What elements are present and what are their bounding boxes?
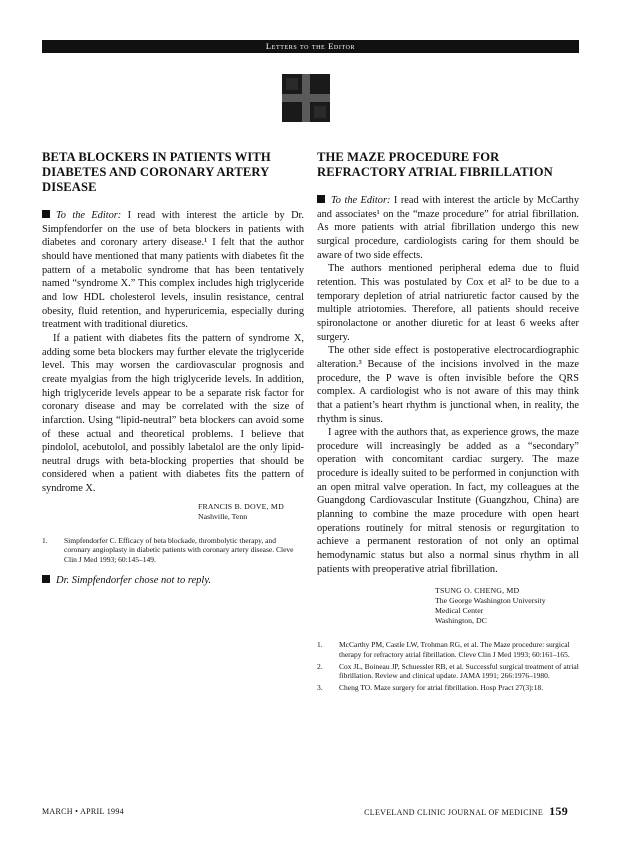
reference-text: Cox JL, Boineau JP, Schuessler RB, et al. Successful surgical treatment of atrial fibrillation. Review and clinical update. JAMA 1991; 266:1976–1980. — [339, 661, 579, 681]
footer-journal — [364, 804, 568, 819]
letter-lead: To the Editor: — [331, 195, 391, 206]
reference-list — [42, 536, 304, 565]
footer-issue-date: MARCH • APRIL 1994 — [42, 807, 124, 816]
signature — [435, 586, 579, 626]
letter-paragraph: The authors mentioned peripheral edema due to fluid retention. This was postulated by Cox et al² to be due to a temporary depletion of atrial natriuretic factor caused by the multiple atriotomies. Therefore, all patients should receive spironolactone or another diuretic for at least 6 weeks after surgery. — [317, 263, 579, 343]
reference-text: McCarthy PM, Castle LW, Trohman RG, et al. The Maze procedure: surgical therapy for refractory atrial fibrillation. Cleve Clin J Med 1993; 60:161–165. — [339, 640, 570, 659]
signature — [198, 502, 304, 522]
page-number: 159 — [549, 804, 568, 818]
section-banner: Letters to the Editor — [42, 40, 579, 53]
signature-name: FRANCIS B. DOVE, MD — [198, 501, 284, 511]
reference-item — [317, 683, 579, 693]
square-bullet-icon — [42, 575, 50, 583]
letter-paragraph: The other side effect is postoperative electrocardiographic alteration.³ Because of the incisions involved in the maze procedure, the P wave is often invisible before the QRS complex. A cardiologist who is not aware of this may think that a patient’s heart rhythm is junctional when, in reality, the rhythm is sinus. — [317, 345, 579, 425]
reference-text: Cheng TO. Maze surgery for atrial fibrillation. Hosp Pract 27(3):18. — [339, 682, 544, 692]
letter-maze-procedure — [317, 150, 579, 694]
square-bullet-icon — [42, 210, 50, 218]
reference-number: 3. — [317, 682, 323, 692]
reference-text: Simpfendorfer C. Efficacy of beta blockade, thrombolytic therapy, and coronary angioplasty in diabetic patients with coronary artery disease. Cleve Clin J Med 1993; 60:145–149. — [64, 535, 294, 564]
reference-number: 2. — [317, 661, 323, 671]
signature-affiliation: Medical Center — [435, 606, 484, 616]
editor-reply — [42, 575, 304, 586]
reference-item — [317, 662, 579, 681]
letter-lead: To the Editor: — [56, 210, 122, 221]
square-bullet-icon — [317, 195, 325, 203]
signature-location: Washington, DC — [435, 616, 487, 626]
paragraph-text: I read with interest the article by McCarthy and associates¹ on the “maze procedure” for atrial fibrillation. As more patients with atrial fibrillation undergo this new surgical procedure, cardiologists caring for them should be aware of two side effects. — [317, 195, 580, 261]
letter-paragraph: If a patient with diabetes fits the pattern of syndrome X, adding some beta blockers may further elevate the triglyceride level. This may worsen the cardiovascular prognosis and create myalgias from the high triglyceride levels. In addition, high triglyceride levels appear to be a separate risk factor for coronary disease and may be correlated with the size of infarction. Using “lipid-neutral” beta blockers can avoid some of these actual and theoretical problems. I believe that pindolol, acebutolol, and possibly labetalol are the only lipid-neutral drugs with beta-blocking properties that should be considered when a patient with diabetes fits the pattern of syndrome X. — [42, 332, 304, 495]
signature-affiliation: The George Washington University — [435, 596, 546, 606]
letter-paragraph — [42, 209, 304, 332]
reference-number: 1. — [42, 535, 48, 545]
footer-journal-name: CLEVELAND CLINIC JOURNAL OF MEDICINE — [364, 808, 544, 817]
reference-number: 1. — [317, 640, 323, 650]
signature-location: Nashville, Tenn — [198, 511, 248, 521]
letter-title: THE MAZE PROCEDURE FOR REFRACTORY ATRIAL FIBRILLATION — [317, 150, 553, 179]
letter-title: BETA BLOCKERS IN PATIENTS WITH DIABETES AND CORONARY ARTERY DISEASE — [42, 150, 271, 194]
reference-item — [42, 536, 304, 565]
paragraph-text: I read with interest the article by Dr. Simpfendorfer on the use of beta blockers in patients with diabetes and coronary artery disease.¹ I felt that the author should have mentioned that many patients with diabetes fit the pattern of a metabolic syndrome that has been tentatively named “syndrome X.” This complex includes high triglyceride and low HDL cholesterol levels, insulin resistance, central obesity, fluid retention, and hyperuricemia, especially during treatment with traditional diuretics. — [42, 210, 304, 331]
signature-name: TSUNG O. CHENG, MD — [435, 586, 520, 596]
reference-item — [317, 640, 579, 659]
reply-text: Dr. Simpfendorfer chose not to reply. — [56, 574, 212, 586]
journal-logo-icon — [282, 74, 330, 122]
reference-list — [317, 640, 579, 692]
letter-paragraph — [317, 194, 579, 262]
letter-paragraph: I agree with the authors that, as experience grows, the maze procedure will increasingly be added as a “secondary” operation with concomitant cardiac surgery. The maze procedure is ideally suited to be performed in conjunction with an open mitral valve operation. In fact, my colleagues at the Guangdong Cardiovascular Institute (Guangzhou, China) are planning to combine the maze procedure with open heart operations routinely for mitral stenosis or regurgitation to achieve a permanent restoration of not only an optimal hemodynamic status but also a normal sinus rhythm in all patients with preoperative atrial fibrillation. — [317, 427, 579, 575]
letter-beta-blockers — [42, 150, 304, 586]
